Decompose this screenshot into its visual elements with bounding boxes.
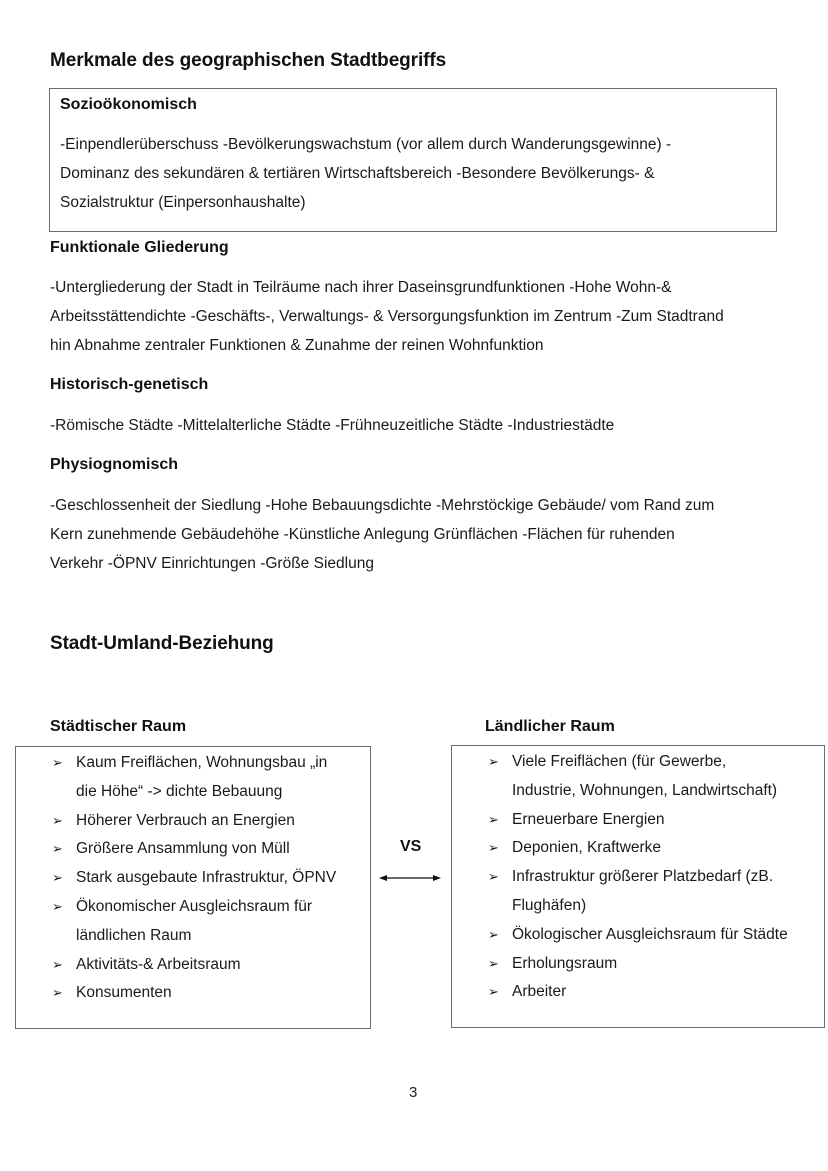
list-item: ➢ Höherer Verbrauch an Energien	[16, 807, 370, 836]
urban-box	[15, 746, 371, 1029]
arrowhead-bullet-icon: ➢	[488, 869, 499, 885]
arrowhead-bullet-icon: ➢	[52, 870, 63, 886]
arrowhead-bullet-icon: ➢	[52, 985, 63, 1001]
urban-heading: Städtischer Raum	[50, 718, 187, 735]
list-item: ➢ Aktivitäts-& Arbeitsraum	[16, 951, 370, 980]
arrowhead-bullet-icon: ➢	[488, 926, 499, 942]
arrowhead-bullet-icon: ➢	[52, 898, 63, 914]
physio-text	[50, 491, 810, 578]
page-title: Merkmale des geographischen Stadtbegriffs	[50, 50, 447, 71]
list-item: ➢ Erholungsraum	[452, 950, 824, 979]
rural-box	[451, 745, 825, 1028]
list-item: ➢ Stark ausgebaute Infrastruktur, ÖPNV	[16, 864, 370, 893]
arrowhead-bullet-icon: ➢	[488, 754, 499, 769]
physio-heading: Physiognomisch	[50, 456, 179, 473]
physio-line: Verkehr -ÖPNV Einrichtungen -Größe Siedlung	[50, 555, 374, 572]
sozio-heading: Sozioökonomisch	[60, 96, 197, 113]
list-item: ➢ Erneuerbare Energien	[452, 806, 824, 835]
historisch-heading: Historisch-genetisch	[50, 376, 209, 393]
list-item: ➢ Infrastruktur größerer Platzbedarf (zB. Flughäfen)	[452, 863, 824, 921]
sozio-line: -Einpendlerüberschuss -Bevölkerungswachstum (vor allem durch Wanderungsgewinne) -	[60, 136, 672, 153]
arrowhead-bullet-icon: ➢	[52, 755, 63, 770]
historisch-text	[50, 411, 810, 440]
arrowhead-bullet-icon: ➢	[52, 956, 63, 972]
funktional-line: Arbeitsstättendichte -Geschäfts-, Verwaltungs- & Versorgungsfunktion im Zentrum -Zum Stadtrand	[50, 308, 724, 325]
urban-list	[16, 749, 370, 1008]
arrowhead-bullet-icon: ➢	[488, 811, 499, 827]
list-item: ➢ Viele Freiflächen (für Gewerbe, Industrie, Wohnungen, Landwirtschaft)	[452, 748, 824, 806]
relation-title: Stadt-Umland-Beziehung	[50, 633, 274, 654]
list-item: ➢ Ökologischer Ausgleichsraum für Städte	[452, 921, 824, 950]
arrowhead-bullet-icon: ➢	[488, 984, 499, 1000]
funktional-line: hin Abnahme zentraler Funktionen & Zunahme der reinen Wohnfunktion	[50, 337, 544, 354]
sozio-line: Sozialstruktur (Einpersonhaushalte)	[60, 194, 306, 211]
funktional-line: -Untergliederung der Stadt in Teilräume nach ihrer Daseinsgrundfunktionen -Hohe Wohn-&	[50, 279, 672, 296]
list-item: ➢ Arbeiter	[452, 978, 824, 1007]
sozio-line: Dominanz des sekundären & tertiären Wirtschaftsbereich -Besondere Bevölkerungs- &	[60, 165, 655, 182]
list-item: ➢ Deponien, Kraftwerke	[452, 834, 824, 863]
rural-heading: Ländlicher Raum	[485, 718, 615, 735]
list-item: ➢ Größere Ansammlung von Müll	[16, 835, 370, 864]
physio-line: Kern zunehmende Gebäudehöhe -Künstliche Anlegung Grünflächen -Flächen für ruhenden	[50, 526, 675, 543]
sozio-text	[60, 130, 770, 217]
rural-list	[452, 748, 824, 1007]
arrowhead-bullet-icon: ➢	[52, 812, 63, 828]
funktional-text	[50, 273, 810, 360]
arrowhead-bullet-icon: ➢	[52, 841, 63, 857]
double-arrow-icon	[378, 872, 442, 884]
page-number: 3	[409, 1084, 418, 1101]
vs-label: VS	[400, 838, 422, 855]
list-item: ➢ Ökonomischer Ausgleichsraum für ländlichen Raum	[16, 893, 370, 951]
list-item: ➢ Kaum Freiflächen, Wohnungsbau „in die Höhe“ -> dichte Bebauung	[16, 749, 370, 807]
sozio-box	[49, 88, 777, 232]
funktional-heading: Funktionale Gliederung	[50, 239, 229, 256]
arrowhead-bullet-icon: ➢	[488, 840, 499, 856]
historisch-line: -Römische Städte -Mittelalterliche Städte -Frühneuzeitliche Städte -Industriestädte	[50, 417, 615, 434]
list-item: ➢ Konsumenten	[16, 979, 370, 1008]
physio-line: -Geschlossenheit der Siedlung -Hohe Bebauungsdichte -Mehrstöckige Gebäude/ vom Rand zum	[50, 497, 715, 514]
arrowhead-bullet-icon: ➢	[488, 955, 499, 971]
